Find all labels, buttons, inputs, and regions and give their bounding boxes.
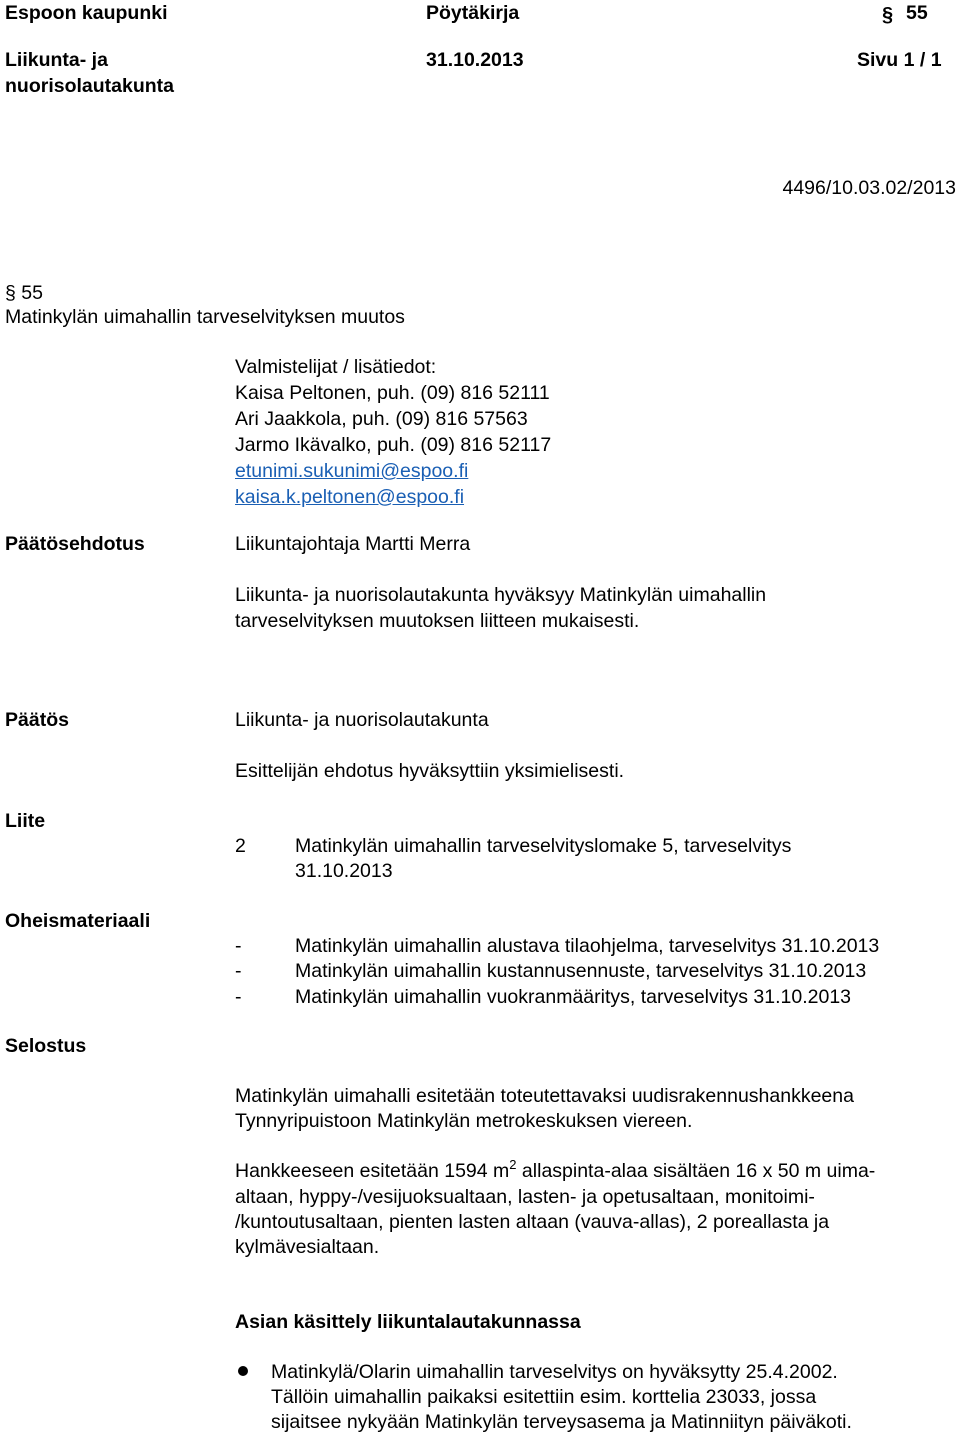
proposer: Liikuntajohtaja Martti Merra [235, 533, 471, 555]
decision-label: Päätös [5, 709, 69, 731]
material-item: Matinkylän uimahallin alustava tilaohjelma, tarveselvitys 31.10.2013 [295, 935, 880, 957]
section-sign-icon: § [882, 4, 894, 26]
handling-heading: Asian käsittely liikuntalautakunnassa [235, 1311, 581, 1333]
diary-number: 4496/10.03.02/2013 [782, 177, 956, 199]
meeting-date: 31.10.2013 [426, 49, 524, 71]
attachment-title-line2: 31.10.2013 [295, 860, 393, 882]
decision-body: Liikunta- ja nuorisolautakunta [235, 709, 489, 731]
attachment-title-line1: Matinkylän uimahallin tarveselvityslomake 5, tarveselvitys [295, 835, 792, 857]
handling-bullet-line2: Tällöin uimahallin paikaksi esitettiin esim. korttelia 23033, jossa [271, 1386, 817, 1408]
item-title: Matinkylän uimahallin tarveselvityksen muutos [5, 306, 405, 328]
description-p1-line2: Tynnyripuistoon Matinkylän metrokeskuksen viereen. [235, 1110, 693, 1132]
description-p2-line4: kylmävesialtaan. [235, 1236, 380, 1258]
proposal-text-line1: Liikunta- ja nuorisolautakunta hyväksyy Matinkylän uimahallin [235, 584, 767, 606]
list-dash: - [235, 986, 242, 1008]
handling-bullet-line1: Matinkylä/Olarin uimahallin tarveselvitys on hyväksytty 25.4.2002. [271, 1361, 838, 1383]
description-p2-line1: Hankkeeseen esitetään 1594 $m^2$ allaspintа-alaa sisältäen 16 x 50 m uima- [235, 1157, 876, 1182]
committee-name-line2: nuorisolautakunta [5, 75, 175, 97]
organization-name: Espoon kaupunki [5, 2, 168, 24]
description-p1-line1: Matinkylän uimahalli esitetään toteutettavaksi uudisrakennushankkeena [235, 1085, 854, 1107]
committee-name-line1: Liikunta- ja [5, 49, 108, 71]
list-dash: - [235, 935, 242, 957]
section-number: § 55 [882, 2, 928, 26]
description-label: Selostus [5, 1035, 87, 1057]
attachment-label: Liite [5, 810, 46, 832]
list-dash: - [235, 960, 242, 982]
preparer-line: Kaisa Peltonen, puh. (09) 816 52111 [235, 382, 550, 404]
proposal-label: Päätösehdotus [5, 533, 145, 555]
email-link[interactable]: kaisa.k.peltonen@espoo.fi [235, 486, 465, 508]
description-p2-line3: /kuntoutusaltaan, pienten lasten altaan (vauva-allas), 2 poreallasta ja [235, 1211, 830, 1233]
preparer-line: Ari Jaakkola, puh. (09) 816 57563 [235, 408, 528, 430]
decision-text: Esittelijän ehdotus hyväksyttiin yksimielisesti. [235, 760, 625, 782]
description-p2-line2: altaan, hyppy-/vesijuoksualtaan, lasten- ja opetusaltaan, monitoimi- [235, 1186, 815, 1208]
handling-bullet-line3: sijaitsee nykyään Matinkylän terveysasema ja Matinniityn päiväkoti. [271, 1411, 852, 1433]
material-item: Matinkylän uimahallin kustannusennuste, tarveselvitys 31.10.2013 [295, 960, 867, 982]
document-type: Pöytäkirja [426, 2, 520, 24]
attachment-number: 2 [235, 835, 246, 857]
preparers-heading: Valmistelijat / lisätiedot: [235, 356, 437, 378]
material-item: Matinkylän uimahallin vuokranmääritys, tarveselvitys 31.10.2013 [295, 986, 852, 1008]
materials-label: Oheismateriaali [5, 910, 151, 932]
item-number: § 55 [5, 282, 43, 304]
page-number: Sivu 1 / 1 [857, 49, 942, 71]
preparer-line: Jarmo Ikävalko, puh. (09) 816 52117 [235, 434, 552, 456]
proposal-text-line2: tarveselvityksen muutoksen liitteen mukaisesti. [235, 610, 640, 632]
bullet-icon [238, 1366, 248, 1376]
email-link[interactable]: etunimi.sukunimi@espoo.fi [235, 460, 469, 482]
